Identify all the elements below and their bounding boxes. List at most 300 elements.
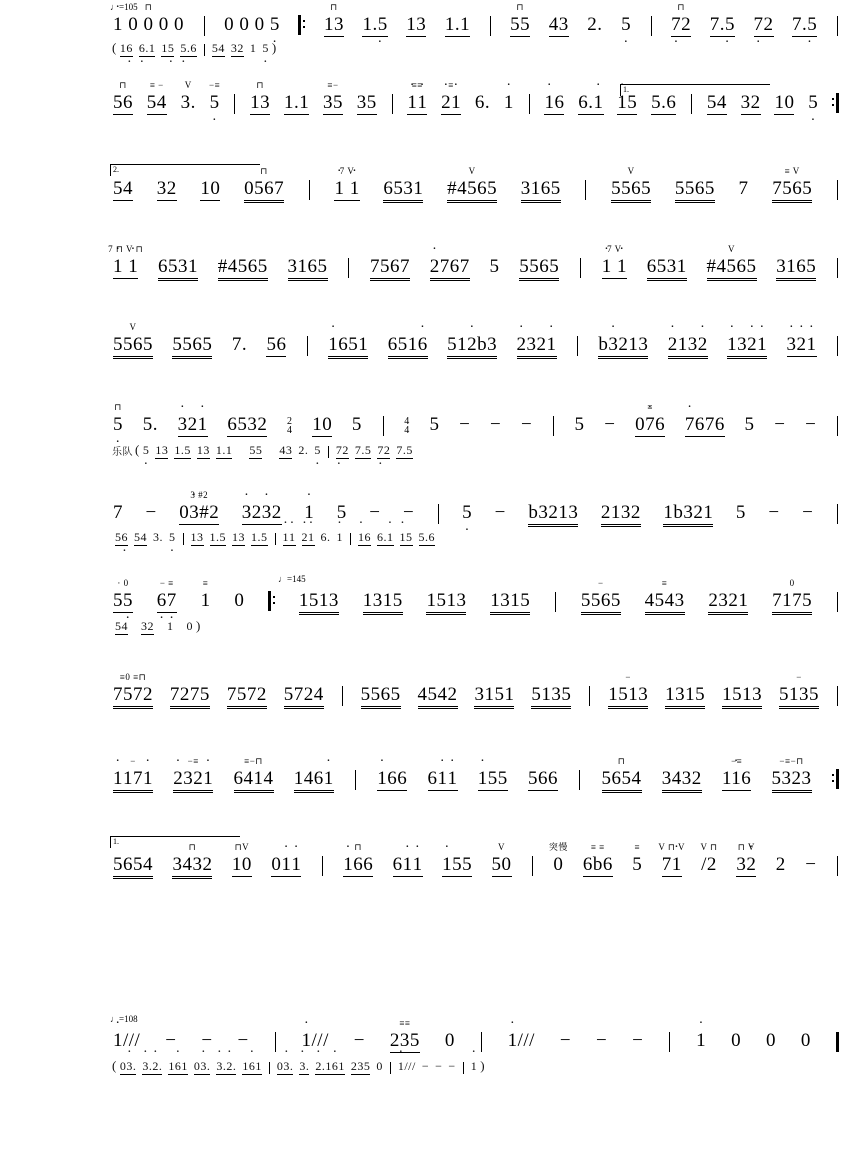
note-group: 1.1 (215, 443, 233, 457)
note-group: 1 ·/// (398, 1059, 416, 1074)
note-group: V 50 (491, 842, 512, 875)
note-group: 0 (376, 1059, 383, 1073)
note-group: 5 · (169, 530, 176, 545)
music-system-12 (0, 910, 864, 1073)
barline (342, 686, 343, 706)
note-group: 32 (230, 41, 244, 55)
note-group: 1.1 (444, 14, 471, 35)
note-group: 1 · (696, 1030, 706, 1052)
note-group: 3 ·23 ·2 (242, 502, 282, 524)
barline (577, 336, 578, 356)
note-group: − (459, 414, 471, 435)
note-group: 32 (740, 92, 761, 113)
note-group: 61 ·1 · (428, 768, 458, 790)
sudden-slow-marking: 突慢 (548, 842, 568, 852)
note-group: 2 ·.16 ·1 (315, 1059, 345, 1074)
note-group: 10 (312, 414, 333, 435)
note-group: V 3. (180, 80, 196, 113)
note-group: 1513 (722, 684, 762, 706)
note-group: 3165 (776, 256, 816, 278)
note-group: − 1513 (608, 684, 648, 706)
barline (579, 770, 580, 790)
note-group: 6 ·.1 (139, 41, 156, 56)
barline (837, 416, 838, 436)
note-group: 32 (156, 178, 177, 199)
note-group: 3165 (521, 178, 561, 200)
barline (481, 1032, 482, 1052)
barline (234, 94, 235, 114)
system-12-sub-row: ( 03 ·. 3 ·.2 ·. 16 ·1 03 ·. 3 ·.2 ·. 16 ·1 03 ·. 3 ·. 2 ·.16 ·1 235 0 1 ·/// − − − 1 · ) (112, 1058, 842, 1074)
note-group: 16 ·1 (242, 1059, 262, 1074)
note-group: 1 ·/// (113, 1030, 140, 1052)
note-group: 5.6 (651, 92, 677, 113)
note-group: 1 (167, 619, 174, 633)
note-group: − (237, 1030, 249, 1051)
note-group: 7 V 1 · 1 · (334, 178, 359, 200)
note-group: 43 (279, 443, 293, 457)
note-group: 7 ⊓ V ⊓ 1 · 1 · (113, 256, 138, 278)
music-system-9 (0, 654, 864, 738)
note-group: 5 (429, 414, 440, 435)
note-group: 5135 (531, 684, 571, 706)
note-group: V ⊓ V 71 · (662, 854, 682, 876)
note-group: − (805, 414, 817, 435)
note-group: 3165 (288, 256, 328, 278)
barline (322, 856, 323, 876)
note-group: ⊓ 3432 (172, 854, 212, 876)
note-group: 54 (211, 41, 225, 55)
note-group: 5 · (314, 443, 321, 458)
note-group: 0 (444, 1030, 455, 1051)
note-group: ≡−⊓ 6414 (234, 768, 274, 790)
barline (390, 1062, 391, 1074)
note-group: 7 V 1 · 1 · (602, 256, 627, 278)
note-group: 5. (142, 414, 158, 435)
barline (669, 1032, 670, 1052)
note-group: 6. (320, 530, 331, 544)
barline (275, 1032, 276, 1052)
note-group: 7.5 (354, 443, 372, 457)
note-group: − (448, 1059, 456, 1073)
tempo-marking-1: ♩=105 (110, 2, 138, 12)
note-group: 6. (474, 92, 491, 113)
note-group: 16 ·1 (168, 1059, 188, 1074)
note-group: 0 (765, 1030, 776, 1051)
note-group: 0 (234, 590, 245, 611)
note-group: 5565 (519, 256, 559, 278)
note-group: 1315 (490, 590, 530, 612)
note-group: 35 (356, 92, 377, 113)
note-group: 32 (141, 619, 154, 633)
note-group: ≡≡ 1 ·1 · (407, 92, 427, 114)
note-group: 7 (113, 502, 123, 523)
barline (651, 16, 652, 36)
note-group: 1 ·5 (400, 530, 413, 545)
barline (580, 258, 581, 278)
note-group: 0 (800, 1030, 811, 1051)
note-group: 5565 (172, 334, 212, 356)
note-group: 6516 · (388, 334, 428, 356)
note-group: ⊓V 10 (231, 842, 252, 875)
music-system-8 (0, 566, 864, 654)
note-group: 1 · (304, 502, 314, 524)
system-8-sub-row: 54 32 1 0 ) (115, 618, 201, 633)
note-group: 5.6 (418, 530, 435, 544)
note-group: 1513 (299, 590, 339, 612)
barline (589, 686, 590, 706)
note-group: 7 ·2 (377, 443, 390, 458)
note-group: 5654 (113, 854, 153, 876)
note-group: 5 · (808, 92, 818, 114)
note-group: − (604, 414, 616, 435)
volta-bracket-1: 1. (620, 84, 770, 96)
note-group: 0 7175 (772, 590, 812, 612)
note-group: 1 ·6 (544, 92, 564, 114)
system-10-main-row (110, 756, 842, 790)
note-group: 13 (406, 14, 427, 35)
note-group: 3 #2 03 ·#2 (179, 502, 219, 524)
note-group: ⊓ 1 ·66 (343, 854, 373, 876)
note-group: 5 (489, 256, 500, 277)
note-group: − (805, 854, 817, 875)
note-group: 10 (774, 92, 795, 113)
note-group: 0 (186, 619, 193, 633)
barline (269, 1062, 270, 1074)
barline (837, 336, 838, 356)
barline (837, 258, 838, 278)
note-group: 3 ·21 · (178, 414, 208, 436)
note-group: ≡≡ 235 (389, 1018, 420, 1051)
note-group: 01 ·1 · (271, 854, 301, 876)
note-group: −≡ 11 ·6 (722, 768, 751, 790)
note-group: b3 ·213 (598, 334, 648, 356)
note-group: ⊓ 56 (113, 80, 133, 113)
note-group: ≡ − 54 (146, 80, 167, 113)
note-group: 56 (266, 334, 287, 355)
note-group: 2 ·1 · (302, 530, 315, 545)
barline (490, 16, 491, 36)
note-group: 1 ·/// (508, 1030, 535, 1052)
volta-bracket-1b: 1. (110, 836, 240, 848)
system-6-sub-row: 乐队 ( 5 · 13 1.5 13 1.1 55 43 2. 5 · 7 ·2 7.5 7 ·2 7.5 (112, 442, 842, 458)
volta-bracket-2: 2. (110, 164, 260, 176)
note-group: 5 ·.6 (180, 41, 197, 56)
note-group: 54 (115, 619, 128, 633)
orchestra-label: 乐队 (112, 447, 133, 458)
note-group: 5 (336, 502, 347, 523)
note-group: − (402, 502, 415, 523)
note-group: ≡− 35 (322, 80, 343, 113)
barline (555, 592, 556, 612)
note-group: 1.5 (251, 530, 268, 544)
repeat-end-sign (832, 768, 839, 790)
note-group: 7567 (370, 256, 410, 278)
note-group: 2132 (601, 502, 641, 524)
note-group: ≡0 ≡⊓ 7572 (113, 684, 153, 706)
note-group: 15 · (161, 41, 174, 56)
note-group: ⊓ V 32 · (736, 854, 756, 876)
note-group: 7.5 · (710, 14, 735, 36)
note-group: 1 ·6 (358, 530, 371, 545)
note-group: − (774, 414, 786, 435)
system-6-main-row (110, 402, 842, 436)
note-group: − ≡ 6 ·7 · (157, 590, 177, 612)
note-group: − (494, 502, 506, 523)
note-group: ⊓ 7 ·2 (671, 14, 691, 36)
note-group: 2 ·767 (430, 256, 470, 278)
note-group: 7 ·676 (685, 414, 725, 436)
note-group: ≡ 07 ·6 (635, 414, 665, 436)
note-group: 7 ·2 (336, 443, 349, 458)
note-group: 1 ·/// (302, 1030, 329, 1052)
repeat-end-sign (832, 92, 839, 114)
barline (350, 533, 351, 545)
note-group: −≡ 2 ·321 · (173, 768, 213, 790)
note-group: − (632, 1030, 644, 1051)
note-group: 1 ·1 · (283, 530, 296, 545)
note-group: − (369, 502, 381, 523)
barline (348, 258, 349, 278)
repeat-start-sign (268, 590, 275, 612)
note-group: 1 (249, 41, 257, 55)
note-group: 3151 (474, 684, 514, 706)
note-group: 5565 (675, 178, 715, 200)
barline (204, 44, 205, 56)
music-system-5 (0, 312, 864, 390)
note-group: 7.5 · (792, 14, 817, 36)
note-group: 5724 (284, 684, 324, 706)
note-group: 5 · (262, 41, 269, 56)
note-group: − (596, 1030, 608, 1051)
barline (529, 94, 530, 114)
note-group: 6531 (647, 256, 687, 278)
note-group: 1.5 · (362, 14, 387, 36)
note-group: 1 ·5 (617, 92, 637, 114)
note-group: V ⊓ /2 (700, 842, 718, 875)
system-7-main-row (110, 490, 842, 524)
note-group: 512 ·b3 (447, 334, 497, 356)
system-7-sub-row (112, 530, 842, 545)
note-group: 2321 (708, 590, 748, 612)
barline (837, 856, 838, 876)
note-group: 5 · (621, 14, 631, 36)
note-group: 2. (587, 14, 603, 35)
note-group: 3 ·.2 ·. (142, 1059, 162, 1074)
note-group: − (435, 1059, 443, 1073)
note-group: 7. (231, 334, 248, 355)
note-group: 1 ·55 (478, 768, 508, 790)
system-5-main-row (110, 322, 842, 356)
note-group: 43 (548, 14, 569, 35)
note-group: 3432 (662, 768, 702, 790)
note-group: 3. (153, 530, 163, 544)
note-group: 566 (528, 768, 558, 789)
barline (553, 416, 554, 436)
note-group: 2 ·321 · (517, 334, 557, 356)
barline (328, 446, 329, 458)
barline (383, 416, 384, 436)
note-group: ⊓ 0567 (244, 178, 284, 200)
system-1-sub-row: ( 16 · 6 ·.1 15 · 5 ·.6 54 32 1 5 · ) (112, 40, 842, 56)
note-group: 7275 (170, 684, 210, 706)
note-group: V 5565 (113, 334, 153, 356)
music-system-6 (0, 390, 864, 478)
note-group: · 0 55 · (113, 590, 133, 612)
tempo-marking-3: ♩=108 (110, 1014, 138, 1024)
system-4-main-row (108, 244, 842, 278)
note-group: 5 (351, 414, 362, 435)
note-group: − 5135 (779, 684, 819, 706)
note-group: − (165, 1030, 177, 1051)
note-group: ≡ 5 (632, 842, 643, 875)
note-group: 1.5 (174, 443, 191, 457)
note-group: −≡ 5 · (210, 92, 220, 114)
note-group: ≡ 1 (200, 578, 211, 611)
note-group: #4565 (218, 256, 268, 278)
note-group: 6531 (383, 178, 423, 200)
note-group: − (490, 414, 502, 435)
note-group: 13 (155, 443, 169, 457)
barline (585, 180, 586, 200)
music-system-11 (0, 822, 864, 910)
note-group: 3 ·. (299, 1059, 309, 1074)
note-group: 6.1 · (377, 530, 394, 545)
note-group: 5 (744, 414, 755, 435)
note-group: V #4565 (447, 178, 497, 200)
note-group: 5 (735, 502, 746, 523)
final-barline (836, 1032, 839, 1052)
note-group: 1315 (665, 684, 705, 706)
note-group: − (145, 502, 157, 523)
barline (309, 180, 310, 200)
note-group: 突慢 0 (548, 842, 568, 875)
barline (307, 336, 308, 356)
note-group: 3 ·.2 ·. (216, 1059, 236, 1074)
system-3-main-row (110, 166, 842, 200)
note-group: 16 · (120, 41, 133, 56)
system-11-main-row (110, 842, 842, 876)
note-group: 61 ·1 · (393, 854, 423, 876)
note-group: ≡ 4543 (645, 590, 685, 612)
note-group: b3213 (528, 502, 578, 524)
note-group: ⊓ 5654 (602, 768, 642, 790)
note-group: 5 · (143, 443, 150, 458)
music-system-10 (0, 738, 864, 822)
note-group: 1513 (426, 590, 466, 612)
time-signature-4-4: 4 4 (404, 416, 410, 436)
note-group: 7572 (227, 684, 267, 706)
note-group: − (768, 502, 780, 523)
barline (355, 770, 356, 790)
barline (438, 504, 439, 524)
barline (532, 856, 533, 876)
note-group: 1315 (363, 590, 403, 612)
note-group: 03 ·. (194, 1059, 211, 1074)
music-system-4 (0, 234, 864, 312)
note-group: 54 (134, 530, 147, 544)
note-group: V #4565 (707, 256, 757, 278)
repeat-start-sign (298, 14, 305, 36)
note-group: 1 ·66 (377, 768, 407, 790)
note-group: 235 (350, 1059, 371, 1073)
note-group: 0 0 0 5 · (224, 14, 280, 36)
note-group: 54 (706, 92, 727, 113)
note-group: 54 (113, 178, 133, 199)
note-group: 13 (190, 530, 204, 544)
barline (275, 533, 276, 545)
barline (463, 1062, 464, 1074)
note-group: 13 (196, 443, 210, 457)
note-group: 1 ·651 (328, 334, 368, 356)
note-group: 7 ·2 (754, 14, 774, 36)
note-group: 55 (249, 443, 263, 457)
note-group: − 1 ·171 · (113, 768, 153, 790)
note-group: ≡ 2 ·1 · (441, 92, 461, 114)
note-group: 5 · (462, 502, 472, 524)
note-group: − 5565 (581, 590, 621, 612)
note-group: 6531 (158, 256, 198, 278)
barline (837, 504, 838, 524)
note-group: 1.1 (283, 92, 310, 113)
barline (837, 686, 838, 706)
note-group: 10 (200, 178, 221, 199)
note-group: − (421, 1059, 430, 1073)
time-signature-2-4: 2 4 (287, 416, 293, 436)
note-group: 03 ·. (120, 1059, 137, 1074)
note-group: − (520, 414, 533, 435)
note-group: 2 (775, 854, 786, 875)
note-group: 5565 (361, 684, 401, 706)
barline (837, 16, 838, 36)
note-group: ⊓ 5 · (113, 414, 123, 436)
note-group: − (559, 1030, 572, 1051)
note-group: 4542 (418, 684, 458, 706)
note-group: 2. (298, 443, 309, 457)
barline (392, 94, 393, 114)
note-group: − (201, 1030, 213, 1051)
note-group: ⊓ 13 (323, 2, 344, 35)
note-group: 5 (574, 414, 585, 435)
note-group: 1.5 (209, 530, 226, 544)
music-system-7 (0, 478, 864, 566)
note-group: −≡−⊓ 5323 (772, 768, 812, 790)
note-group: − (802, 502, 814, 523)
note-group: 6532 (227, 414, 268, 435)
note-group: 7.5 (396, 443, 413, 457)
music-system-3 (0, 156, 864, 234)
note-group: 0 (731, 1030, 742, 1051)
note-group: 7 (738, 178, 749, 199)
note-group: 03 ·. (277, 1059, 294, 1074)
barline (837, 592, 838, 612)
barline (183, 533, 184, 545)
note-group: ⊓ 55 (510, 2, 531, 35)
note-group: ⊓ 13 (250, 80, 271, 113)
music-system-1 (0, 0, 864, 78)
system-9-main-row (110, 672, 842, 706)
note-group: ≡ ≡ 6b6 (582, 842, 613, 875)
note-group: 1 · (337, 530, 344, 545)
note-group: ≡ V 7565 (772, 178, 812, 200)
note-group: 1461 · (294, 768, 334, 790)
note-group: 13 (232, 530, 245, 544)
note-group: − (353, 1030, 365, 1051)
barline (204, 16, 205, 36)
note-group: 6.1 · (578, 92, 603, 114)
note-group: 1 · (471, 1059, 478, 1074)
note-group: 1 ·32 ·1 · (727, 334, 767, 356)
barline (837, 180, 838, 200)
